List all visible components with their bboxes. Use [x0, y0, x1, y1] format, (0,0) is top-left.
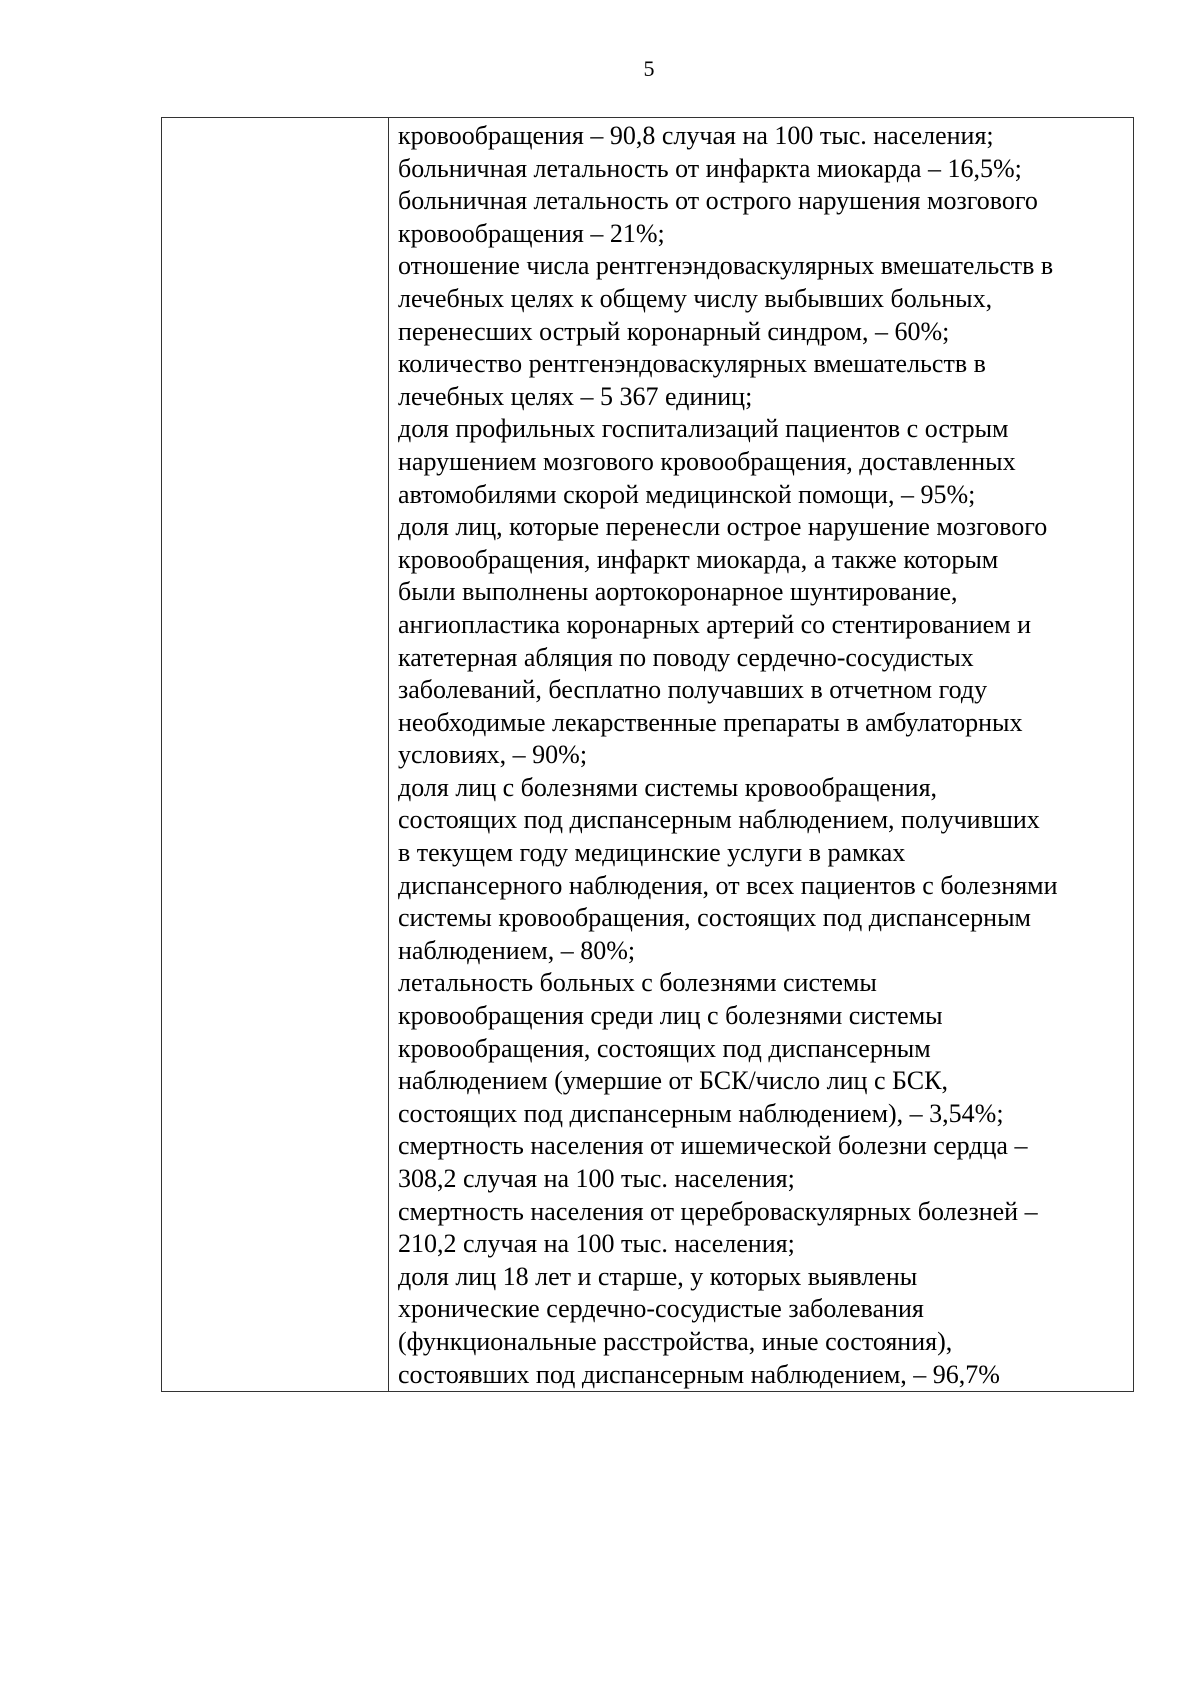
text-line: автомобилями скорой медицинской помощи, – 95%;	[398, 479, 976, 509]
text-line: доля лиц, которые перенесли острое нарушение мозгового	[398, 512, 1048, 542]
text-line: состоящих под диспансерным наблюдением, получивших	[398, 805, 1040, 835]
text-line: хронические сердечно-сосудистые заболевания	[398, 1294, 924, 1324]
text-line: больничная летальность от инфаркта миокарда – 16,5%;	[398, 153, 1022, 183]
text-line: лечебных целях к общему числу выбывших больных,	[398, 283, 993, 313]
text-line: отношение числа рентгенэндоваскулярных вмешательств в	[398, 251, 1054, 281]
text-line: кровообращения – 21%;	[398, 218, 665, 248]
text-line: необходимые лекарственные препараты в амбулаторных	[398, 707, 1023, 737]
text-line: диспансерного наблюдения, от всех пациентов с болезнями	[398, 870, 1058, 900]
indicators-cell	[398, 120, 1129, 1391]
text-line: лечебных целях – 5 367 единиц;	[398, 381, 753, 411]
text-line: перенесших острый коронарный синдром, – 60%;	[398, 316, 950, 346]
text-line: доля профильных госпитализаций пациентов с острым	[398, 414, 1009, 444]
text-line: наблюдением (умершие от БСК/число лиц с БСК,	[398, 1066, 948, 1096]
text-line: смертность населения от ишемической болезни сердца –	[398, 1131, 1028, 1161]
indicators-table	[161, 117, 1134, 1392]
text-line: 308,2 случая на 100 тыс. населения;	[398, 1164, 795, 1193]
text-line: (функциональные расстройства, иные состояния),	[398, 1326, 953, 1356]
text-line: системы кровообращения, состоящих под диспансерным	[398, 903, 1031, 933]
text-line: кровообращения среди лиц с болезнями системы	[398, 1001, 943, 1031]
text-line: наблюдением, – 80%;	[398, 935, 636, 965]
text-line: катетерная абляция по поводу сердечно-сосудистых	[398, 642, 974, 672]
text-line: состоявших под диспансерным наблюдением, – 96,7%	[398, 1359, 1000, 1389]
column-divider	[388, 118, 389, 1391]
text-line: нарушением мозгового кровообращения, доставленных	[398, 446, 1016, 476]
text-line: больничная летальность от острого нарушения мозгового	[398, 186, 1038, 216]
text-line: кровообращения – 90,8 случая на 100 тыс. населения;	[398, 121, 994, 150]
text-line: доля лиц 18 лет и старше, у которых выявлены	[398, 1261, 918, 1291]
text-line: 210,2 случая на 100 тыс. населения;	[398, 1229, 795, 1259]
text-line: кровообращения, инфаркт миокарда, а также которым	[398, 544, 999, 574]
text-line: условиях, – 90%;	[398, 740, 588, 770]
text-line: доля лиц с болезнями системы кровообращения,	[398, 772, 938, 802]
text-line: летальность больных с болезнями системы	[398, 968, 877, 998]
text-line: ангиопластика коронарных артерий со стентированием и	[398, 609, 1032, 639]
text-line: были выполнены аортокоронарное шунтирование,	[398, 577, 958, 607]
text-line: смертность населения от цереброваскулярных болезней –	[398, 1196, 1038, 1226]
page-number: 5	[643, 56, 655, 81]
text-line: количество рентгенэндоваскулярных вмешательств в	[398, 349, 986, 379]
text-line: в текущем году медицинские услуги в рамках	[398, 838, 906, 868]
text-line: кровообращения, состоящих под диспансерным	[398, 1033, 931, 1063]
text-line: состоящих под диспансерным наблюдением), – 3,54%;	[398, 1098, 1004, 1128]
text-line: заболеваний, бесплатно получавших в отчетном году	[398, 675, 988, 705]
